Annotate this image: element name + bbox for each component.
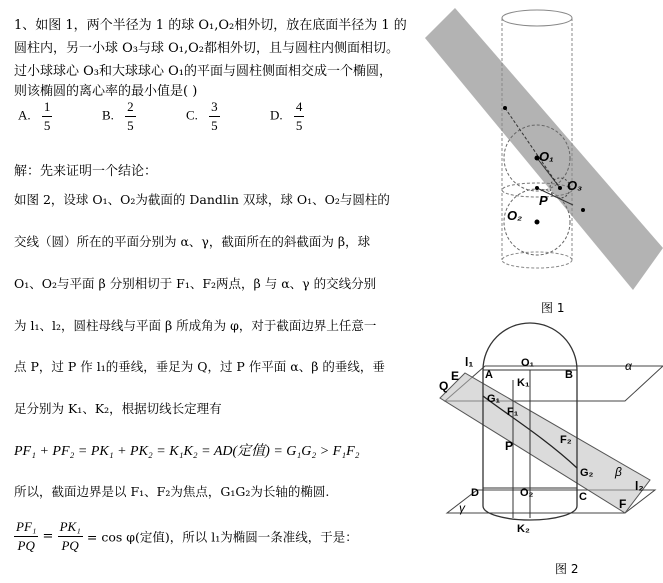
option-d-num: 4 (294, 98, 305, 117)
fig2-label-k1: K₁ (517, 377, 530, 389)
fig2-label-p: P (505, 439, 514, 453)
option-a-fraction (42, 98, 53, 135)
figure-2-caption: 图 2 (555, 562, 579, 576)
fig2-label-o1: O₁ (521, 357, 535, 369)
solution-line-7: 所以，截面边界是以 F₁、F₂为焦点，G₁G₂为长轴的椭圆. (14, 484, 330, 499)
option-c (186, 98, 220, 135)
solution-line-4: 为 l₁、l₂，圆柱母线与平面 β 所成角为 φ，对于截面边界上任意一 (14, 318, 377, 333)
option-c-num: 3 (209, 98, 220, 117)
option-c-fraction (209, 98, 220, 135)
equation-2 (14, 518, 358, 555)
fig1-label-o3: O₃ (567, 178, 583, 193)
option-b-den: 5 (127, 118, 134, 133)
eq2-rest: = cos φ(定值)，所以 l₁为椭圆一条准线，于是： (86, 529, 358, 545)
option-d-fraction (294, 98, 305, 135)
option-b-num: 2 (125, 98, 136, 117)
option-a-letter: A. (18, 107, 31, 123)
eq2-fraction-2 (58, 518, 83, 555)
fig2-label-b: B (565, 369, 573, 381)
figure-2 (425, 318, 663, 558)
fig1-label-o2: O₂ (507, 208, 523, 223)
fig2-label-beta: β (615, 465, 622, 479)
fig2-label-d: D (471, 487, 479, 499)
fig1-point-o3 (558, 186, 562, 190)
fig2-label-c: C (579, 491, 587, 503)
problem-line-2: 圆柱内，另一小球 O₃与球 O₁,O₂都相外切，且与圆柱内侧面相切。 (14, 41, 400, 56)
fig1-cylinder-bottom (502, 252, 572, 268)
fig2-label-gamma: γ (459, 501, 465, 515)
figure-1 (425, 0, 663, 300)
fig2-label-g1: G₁ (487, 393, 501, 405)
option-b-fraction (125, 98, 136, 135)
solution-intro: 解：先来证明一个结论： (14, 164, 158, 179)
fig1-point-p (535, 186, 539, 190)
eq2-den-2: PQ (61, 538, 79, 553)
fig1-point-o2 (535, 220, 540, 225)
eq2-num-2: PK₁ (58, 518, 83, 537)
fig2-label-l2: l₂ (635, 479, 644, 493)
figure-1-caption: 图 1 (541, 301, 565, 315)
fig1-point-top (503, 106, 507, 110)
solution-line-6: 足分别为 K₁、K₂，根据切线长定理有 (14, 401, 222, 416)
fig2-label-o2: O₂ (520, 487, 534, 499)
option-c-letter: C. (186, 107, 198, 123)
solution-line-5: 点 P，过 P 作 l₁的垂线，垂足为 Q，过 P 作平面 α、β 的垂线，垂 (14, 359, 385, 374)
fig2-label-f: F (619, 497, 627, 511)
option-b-letter: B. (102, 107, 114, 123)
fig2-label-k2: K₂ (517, 523, 530, 535)
fig2-label-f2: F₂ (560, 434, 572, 446)
fig1-point-right (581, 208, 585, 212)
fig1-label-p: P (539, 193, 548, 208)
fig2-label-l1: l₁ (465, 355, 474, 369)
problem-line-3: 过小球球心 O₃和大球球心 O₁的平面与圆柱侧面相交成一个椭圆， (14, 64, 393, 79)
fig2-label-e: E (451, 369, 460, 383)
fig2-label-a: A (485, 369, 493, 381)
fig2-label-q: Q (439, 379, 449, 393)
problem-line-1: 1、如图 1，两个半径为 1 的球 O₁,O₂相外切，放在底面半径为 1 的 (14, 18, 407, 33)
fig2-label-alpha: α (625, 359, 632, 373)
equation-1: PF₁ + PF₂ = PK₁ + PK₂ = K₁K₂ = AD(定值) = G₁G₂ > F₁F₂ (14, 444, 360, 459)
option-c-den: 5 (211, 118, 218, 133)
fig1-cylinder-top (502, 10, 572, 26)
solution-line-1: 如图 2，设球 O₁、O₂为截面的 Dandlin 双球，球 O₁、O₂与圆柱的 (14, 192, 390, 207)
option-a (18, 98, 52, 135)
option-a-den: 5 (43, 118, 51, 133)
option-d-den: 5 (295, 118, 303, 133)
fig1-label-o1: O₁ (539, 149, 554, 164)
option-a-num: 1 (42, 98, 53, 117)
fig2-label-g2: G₂ (580, 467, 594, 479)
solution-line-2: 交线（圆）所在的平面分别为 α、γ，截面所在的斜截面为 β，球 (14, 234, 371, 249)
solution-line-3: O₁、O₂与平面 β 分别相切于 F₁、F₂两点，β 与 α、γ 的交线分别 (14, 276, 377, 291)
eq2-fraction-1 (14, 518, 38, 555)
problem-line-4: 则该椭圆的离心率的最小值是( ) (14, 84, 198, 99)
eq2-den-1: PQ (17, 538, 35, 553)
eq2-equals: = (42, 529, 54, 544)
option-d (270, 98, 304, 135)
option-b (102, 98, 136, 135)
eq2-num-1: PF₁ (14, 518, 38, 537)
fig2-label-f1: F₁ (507, 406, 519, 418)
option-d-letter: D. (270, 107, 283, 123)
